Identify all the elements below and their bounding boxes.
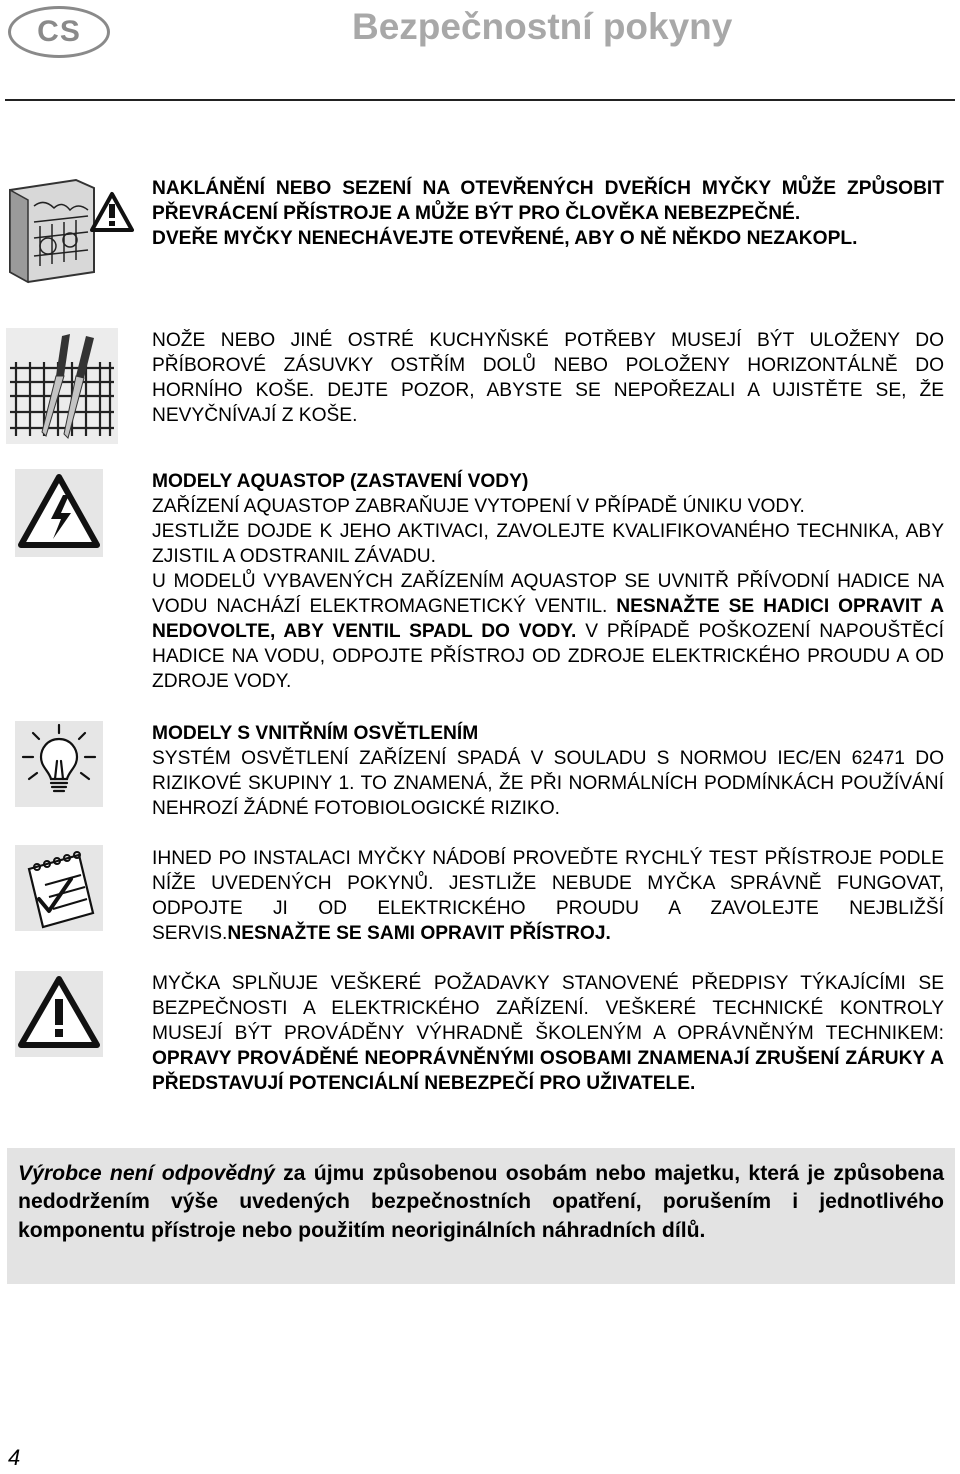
light-bulb-icon — [15, 721, 103, 807]
aquastop-disconnect-info: V PŘÍPADĚ POŠKOZENÍ NAPOUŠTĚCÍ HADICE NA VODU, ODPOJTE PŘÍSTROJ OD ZDROJE ELEKTRICKÉHO PROUDU A OD ZDROJE VODY. — [152, 621, 944, 692]
aquastop-paragraph-2: JESTLIŽE DOJDE K JEHO AKTIVACI, ZAVOLEJTE KVALIFIKOVANÉHO TECHNIKA, ABY ZJISTIL A ODSTRANIL ZÁVADU. — [152, 521, 944, 567]
aquastop-bold-warning: NESNAŽTE SE HADICI OPRAVIT A NEDOVOLTE, ABY VENTIL SPADL DO VODY. — [152, 596, 944, 642]
compliance-paragraph — [152, 971, 944, 1096]
page-title: Bezpečnostní pokyny — [352, 6, 733, 47]
header-divider — [5, 99, 955, 101]
disclaimer-lead: Výrobce není odpovědný — [18, 1162, 275, 1185]
disclaimer-box — [7, 1148, 955, 1284]
compliance-bold-warning: OPRAVY PROVÁDĚNÉ NEOPRÁVNĚNÝMI OSOBAMI ZNAMENAJÍ ZRUŠENÍ ZÁRUKY A PŘEDSTAVUJÍ POTENCIÁLNÍ NEBEZPEČÍ PRO UŽIVATELE. — [152, 1048, 944, 1094]
tipping-warning-text — [152, 176, 944, 251]
aquastop-text — [152, 469, 944, 694]
aquastop-paragraph-1: ZAŘÍZENÍ AQUASTOP ZABRAŇUJE VYTOPENÍ V PŘÍPADĚ ÚNIKU VODY. — [152, 496, 805, 517]
lighting-heading: MODELY S VNITŘNÍM OSVĚTLENÍM — [152, 723, 479, 744]
disclaimer-paragraph — [18, 1160, 944, 1245]
disclaimer-text: za újmu způsobenou osobám nebo majetku, která je způsobena nedodržením výše uvedených bezpečnostních opatření, porušením i jednotlivého komponentu přístroje nebo použitím neoriginálních náhradních dílů. — [18, 1162, 944, 1242]
page-number: 4 — [8, 1445, 21, 1470]
aquastop-valve-info: U MODELŮ VYBAVENÝCH ZAŘÍZENÍM AQUASTOP SE UVNITŘ PŘÍVODNÍ HADICE NA VODU NACHÁZÍ ELEKTROMAGNETICKÝ VENTIL. — [152, 571, 944, 617]
test-text — [152, 846, 944, 946]
tipping-warning-line: NAKLÁNĚNÍ NEBO SEZENÍ NA OTEVŘENÝCH DVEŘÍCH MYČKY MŮŽE ZPŮSOBIT PŘEVRÁCENÍ PŘÍSTROJE A MŮŽE BÝT PRO ČLOVĚKA NEBEZPEČNÉ. — [152, 178, 944, 224]
warning-triangle-icon — [15, 971, 103, 1057]
electric-hazard-icon — [15, 469, 103, 557]
door-open-warning-line: DVEŘE MYČKY NENECHÁVEJTE OTEVŘENÉ, ABY O NĚ NĚKDO NEZAKOPL. — [152, 228, 858, 249]
knives-warning-paragraph: NOŽE NEBO JINÉ OSTRÉ KUCHYŇSKÉ POTŘEBY MUSEJÍ BÝT ULOŽENY DO PŘÍBOROVÉ ZÁSUVKY OSTŘÍM DOLŮ NEBO POLOŽENY HORIZONTÁLNĚ DO HORNÍHO KOŠE. DEJTE POZOR, ABYSTE SE NEPOŘEZALI A UJISTĚTE SE, ŽE NEVYČNÍVAJÍ Z KOŠE. — [152, 330, 944, 426]
lighting-text — [152, 721, 944, 821]
language-badge: CS — [8, 6, 110, 58]
dishwasher-warning-icon — [4, 176, 134, 286]
aquastop-heading: MODELY AQUASTOP (ZASTAVENÍ VODY) — [152, 471, 529, 492]
test-instructions: IHNED PO INSTALACI MYČKY NÁDOBÍ PROVEĎTE RYCHLÝ TEST PŘÍSTROJE PODLE NÍŽE UVEDENÝCH POKYNŮ. JESTLIŽE NEBUDE MYČKA SPRÁVNĚ FUNGOVAT, ODPOJTE JI OD ELEKTRICKÉHO PROUDU A ZAVOLEJTE NEJBLIŽŠÍ SERVIS. — [152, 848, 944, 944]
compliance-info: MYČKA SPLŇUJE VEŠKERÉ POŽADAVKY STANOVENÉ PŘEDPISY TÝKAJÍCÍMI SE BEZPEČNOSTI A ELEKTRICKÉHO ZAŘÍZENÍ. VEŠKERÉ TECHNICKÉ KONTROLY MUSEJÍ BÝT PROVÁDĚNY VÝHRADNĚ ŠKOLENÝM A OPRÁVNĚNÝM TECHNIKEM: — [152, 973, 944, 1044]
checklist-notepad-icon — [15, 845, 103, 931]
compliance-text — [152, 971, 944, 1096]
test-paragraph — [152, 846, 944, 946]
aquastop-paragraph-3 — [152, 569, 944, 694]
lighting-paragraph: SYSTÉM OSVĚTLENÍ ZAŘÍZENÍ SPADÁ V SOULADU S NORMOU IEC/EN 62471 DO RIZIKOVÉ SKUPINY 1. TO ZNAMENÁ, ŽE PŘI NORMÁLNÍCH PODMÍNKÁCH POUŽÍVÁNÍ NEHROZÍ ŽÁDNÉ FOTOBIOLOGICKÉ RIZIKO. — [152, 748, 944, 819]
knives-warning-text — [152, 328, 944, 428]
knives-basket-icon — [6, 328, 118, 444]
test-bold-warning: NESNAŽTE SE SAMI OPRAVIT PŘÍSTROJ. — [227, 923, 611, 944]
